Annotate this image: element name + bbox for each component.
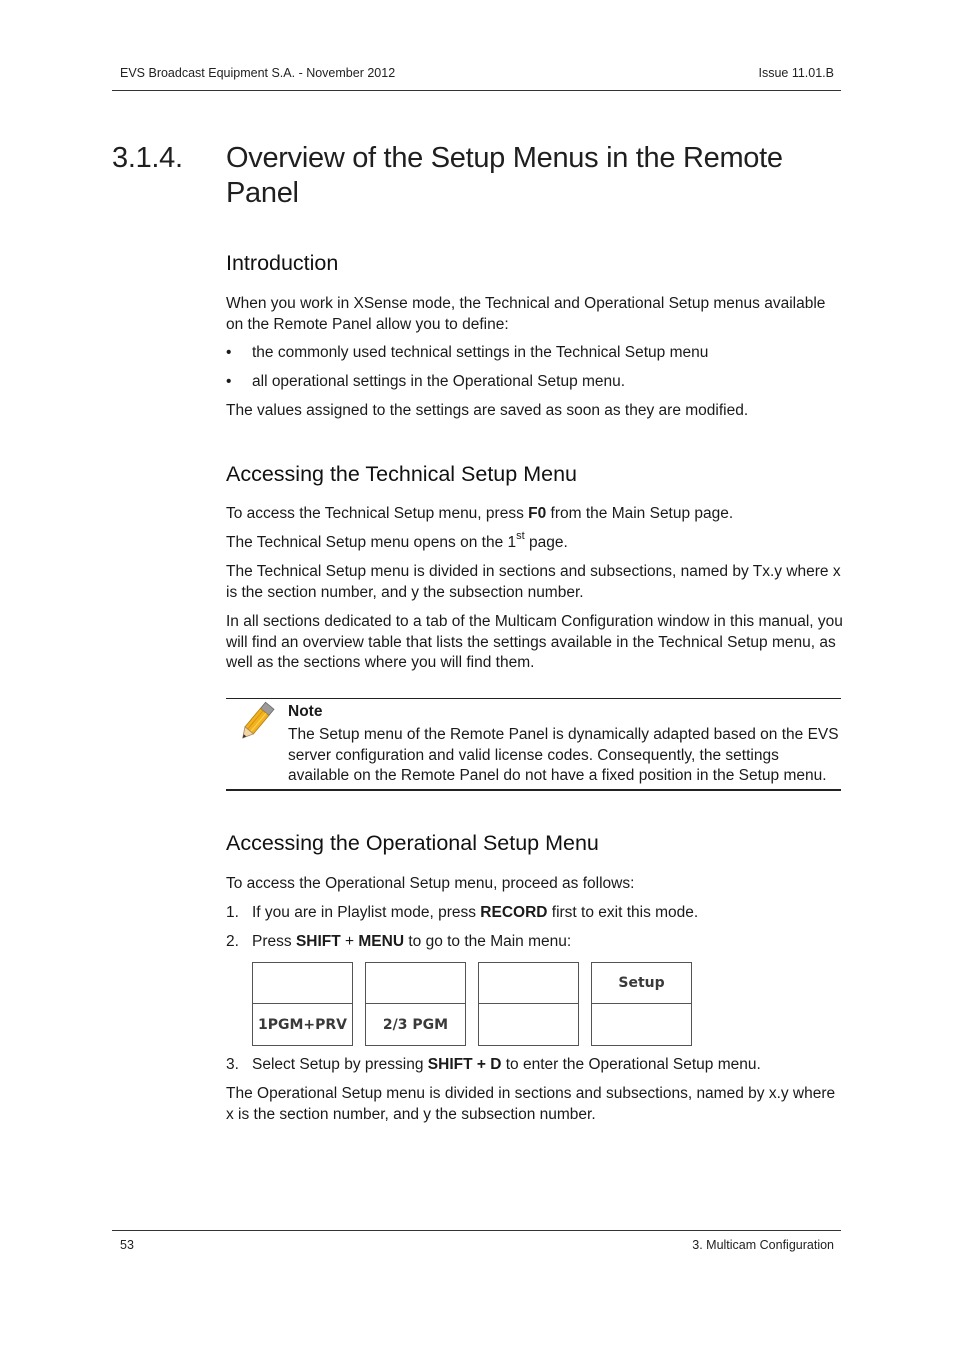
header-left: EVS Broadcast Equipment S.A. - November 2012 bbox=[120, 66, 396, 80]
intro-bullet-1: the commonly used technical settings in the Technical Setup menu bbox=[252, 344, 709, 361]
step-number: 2. bbox=[226, 933, 239, 950]
remote-key: 1PGM+PRV bbox=[252, 962, 353, 1046]
intro-paragraph-1: When you work in XSense mode, the Technical and Operational Setup menus available on the Remote Panel allow you to define: bbox=[226, 295, 826, 333]
step-3: Select Setup by pressing SHIFT + D to enter the Operational Setup menu. bbox=[252, 1056, 761, 1073]
technical-paragraph-3: The Technical Setup menu is divided in sections and subsections, named by Tx.y where x is the section number, and y the subsection number. bbox=[226, 563, 841, 601]
step-1: If you are in Playlist mode, press RECORD first to exit this mode. bbox=[252, 904, 699, 921]
operational-paragraph-1: To access the Operational Setup menu, proceed as follows: bbox=[226, 875, 635, 892]
intro-bullet-2: all operational settings in the Operational Setup menu. bbox=[252, 373, 626, 390]
note-bottom-rule bbox=[226, 789, 841, 791]
technical-heading: Accessing the Technical Setup Menu bbox=[226, 462, 577, 486]
section-number: 3.1.4. bbox=[112, 142, 183, 174]
technical-paragraph-4: In all sections dedicated to a tab of the Multicam Configuration window in this manual, you will find an overview table that lists the settings available in the Technical Setup menu, as well as the sections where you will find them. bbox=[226, 613, 843, 671]
remote-key: Setup bbox=[591, 962, 692, 1046]
key-f0: F0 bbox=[528, 505, 547, 522]
step-2: Press SHIFT + MENU to go to the Main menu: bbox=[252, 933, 572, 950]
intro-heading: Introduction bbox=[226, 251, 339, 275]
step-number: 1. bbox=[226, 904, 239, 921]
intro-paragraph-2: The values assigned to the settings are saved as soon as they are modified. bbox=[226, 402, 749, 419]
bullet-marker: • bbox=[226, 373, 232, 390]
header-right: Issue 11.01.B bbox=[758, 66, 834, 80]
footer-rule bbox=[112, 1230, 841, 1231]
operational-heading: Accessing the Operational Setup Menu bbox=[226, 831, 599, 855]
note-top-rule bbox=[226, 698, 841, 699]
footer-chapter: 3. Multicam Configuration bbox=[692, 1238, 834, 1252]
operational-paragraph-2: The Operational Setup menu is divided in sections and subsections, named by x.y where x is the section number, and y the subsection number. bbox=[226, 1085, 836, 1123]
remote-key: 2/3 PGM bbox=[365, 962, 466, 1046]
pencil-icon bbox=[232, 699, 280, 747]
section-title-line2: Panel bbox=[226, 177, 299, 209]
section-title-line1: Overview of the Setup Menus in the Remote bbox=[226, 142, 783, 174]
note-text: The Setup menu of the Remote Panel is dynamically adapted based on the EVS server configuration and valid license codes. Consequently, the settings available on the Remote Panel do not have a fixed position in the Setup menu. bbox=[288, 726, 839, 784]
note-title: Note bbox=[288, 703, 323, 720]
remote-key bbox=[478, 962, 579, 1046]
technical-paragraph-1: To access the Technical Setup menu, press F0 from the Main Setup page. bbox=[226, 505, 734, 522]
technical-paragraph-2: The Technical Setup menu opens on the 1st page. bbox=[226, 529, 568, 551]
page-number: 53 bbox=[120, 1238, 134, 1252]
bullet-marker: • bbox=[226, 344, 232, 361]
header-rule bbox=[112, 90, 841, 91]
step-number: 3. bbox=[226, 1056, 239, 1073]
